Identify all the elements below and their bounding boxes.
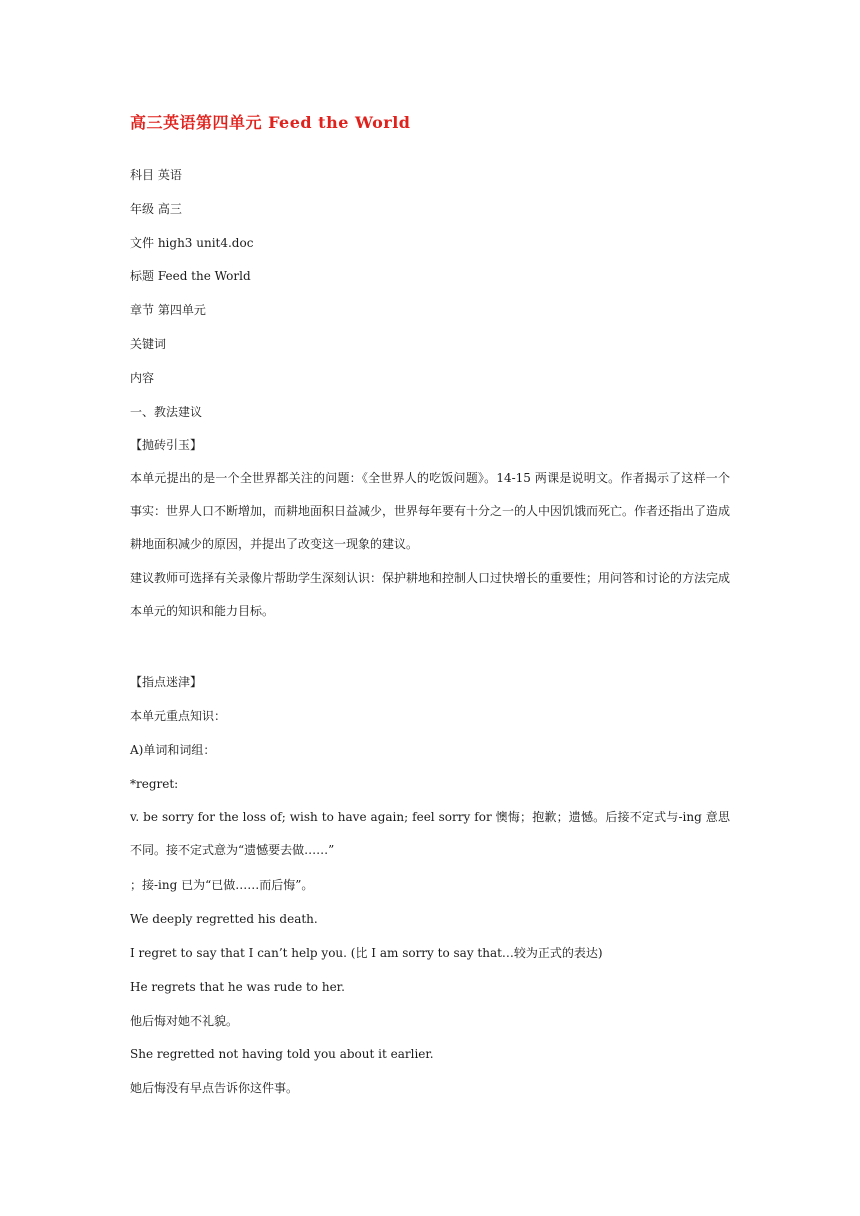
guide-heading: 【指点迷津】 (130, 675, 203, 689)
words-phrases-label: A)单词和词组： (130, 743, 216, 757)
example-sentence: He regrets that he was rude to her. (130, 980, 345, 994)
meta-subject: 科目 英语 (130, 168, 182, 182)
meta-file: 文件 high3 unit4.doc (130, 236, 254, 250)
intro-heading: 【抛砖引玉】 (130, 438, 203, 452)
meta-heading: 标题 Feed the World (130, 269, 251, 283)
word-entry: *regret: (130, 777, 179, 791)
intro-paragraph-2-text: 建议教师可选择有关录像片帮助学生深刻认识：保护耕地和控制人口过快增长的重要性；用问答和讨论的方法完成本单元的知识和能力目标。 (130, 571, 731, 618)
meta-chapter: 章节 第四单元 (130, 303, 206, 317)
meta-grade: 年级 高三 (130, 202, 182, 216)
word-definition (130, 801, 730, 867)
meta-content: 内容 (130, 371, 155, 385)
word-definition-text: v. be sorry for the loss of; wish to have again; feel sorry for 懊悔；抱歉；遗憾。后接不定式与-ing 意思不同。接不定式意为“遗憾要去做……” (130, 810, 730, 857)
section-one-heading: 一、教法建议 (130, 405, 203, 419)
example-translation: 她后悔没有早点告诉你这件事。 (130, 1081, 299, 1095)
example-sentence: I regret to say that I can’t help you. (比 I am sorry to say that…较为正式的表达) (130, 946, 603, 960)
intro-paragraph-2 (130, 562, 730, 628)
intro-paragraph-1-text: 本单元提出的是一个全世界都关注的问题：《全世界人的吃饭问题》。14-15 两课是说明文。作者揭示了这样一个事实：世界人口不断增加，而耕地面积日益减少，世界每年要有十分之一的人中因饥饿而死亡。作者还指出了造成耕地面积减少的原因，并提出了改变这一现象的建议。 (130, 471, 731, 551)
meta-keywords: 关键词 (130, 337, 167, 351)
document-title: 高三英语第四单元 Feed the World (130, 113, 411, 132)
intro-paragraph-1 (130, 462, 730, 561)
word-definition-continued: ；接-ing 已为“已做……而后悔”。 (130, 878, 314, 892)
example-sentence: She regretted not having told you about it earlier. (130, 1047, 434, 1061)
example-sentence: We deeply regretted his death. (130, 912, 318, 926)
example-translation: 他后悔对她不礼貌。 (130, 1014, 239, 1028)
key-knowledge-label: 本单元重点知识： (130, 709, 227, 723)
